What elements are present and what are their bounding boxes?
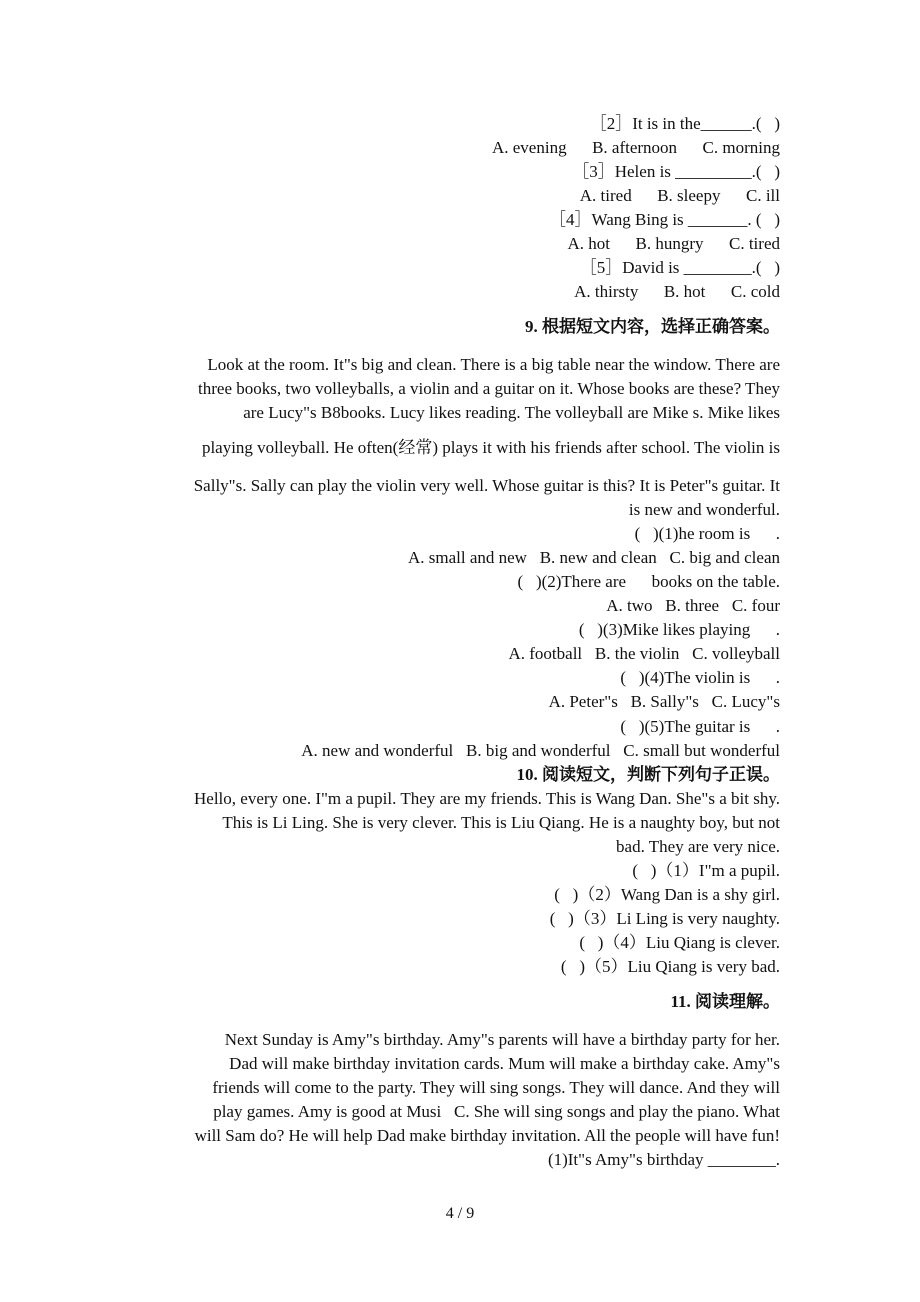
q9-item-2-question: ( )(2)There are books on the table.	[517, 572, 780, 591]
q8-item-2-question: ［2］It is in the______.( )	[589, 114, 780, 133]
q11-item-1-question: (1)It"s Amy"s birthday ________.	[547, 1150, 780, 1169]
passage-9-line: Look at the room. It"s big and clean. There is a big table near the window. There are	[207, 355, 780, 374]
passage-11-line: will Sam do? He will help Dad make birthday invitation. All the people will have fun!	[194, 1126, 780, 1145]
passage-9-line: Sally"s. Sally can play the violin very well. Whose guitar is this? It is Peter"s guitar. It	[193, 476, 780, 495]
passage-11-line: Next Sunday is Amy"s birthday. Amy"s parents will have a birthday party for her.	[224, 1030, 780, 1049]
section-11-heading: 11. 阅读理解。	[670, 992, 780, 1011]
q8-item-3-question: ［3］Helen is _________.( )	[572, 162, 780, 181]
q8-item-4-options: A. hot B. hungry C. tired	[567, 234, 780, 253]
q9-item-5-question: ( )(5)The guitar is .	[620, 717, 780, 736]
passage-9-line: three books, two volleyballs, a violin and a guitar on it. Whose books are these? They	[198, 379, 780, 398]
q9-item-1-options: A. small and new B. new and clean C. big and clean	[407, 548, 780, 567]
section-9-heading: 9. 根据短文内容，选择正确答案。	[525, 317, 780, 336]
q9-item-4-options: A. Peter"s B. Sally"s C. Lucy"s	[548, 692, 780, 711]
q10-statement-2: ( )（2）Wang Dan is a shy girl.	[554, 885, 780, 904]
passage-11-line: friends will come to the party. They will sing songs. They will dance. And they will	[212, 1078, 780, 1097]
section-10-heading: 10. 阅读短文，判断下列句子正误。	[516, 765, 780, 784]
q8-item-2-options: A. evening B. afternoon C. morning	[491, 138, 780, 157]
q9-item-2-options: A. two B. three C. four	[606, 596, 780, 615]
q9-item-3-options: A. football B. the violin C. volleyball	[508, 644, 780, 663]
q8-item-3-options: A. tired B. sleepy C. ill	[579, 186, 780, 205]
passage-11-line: Dad will make birthday invitation cards. Mum will make a birthday cake. Amy"s	[229, 1054, 780, 1073]
q9-item-4-question: ( )(4)The violin is .	[620, 668, 780, 687]
q8-item-5-options: A. thirsty B. hot C. cold	[574, 282, 780, 301]
page-number: 4 / 9	[445, 1205, 475, 1222]
q8-item-5-question: ［5］David is ________.( )	[579, 258, 780, 277]
passage-9-line: are Lucy"s B8books. Lucy likes reading. The volleyball are Mike s. Mike likes	[243, 403, 780, 422]
q10-statement-5: ( )（5）Liu Qiang is very bad.	[560, 957, 780, 976]
passage-10-line: This is Li Ling. She is very clever. This is Liu Qiang. He is a naughty boy, but not	[222, 813, 780, 832]
q9-item-1-question: ( )(1)he room is .	[634, 524, 780, 543]
passage-9-line: playing volleyball. He often(经常) plays it with his friends after school. The violin is	[201, 438, 780, 457]
passage-10-line: bad. They are very nice.	[616, 837, 780, 856]
q9-item-5-options: A. new and wonderful B. big and wonderful C. small but wonderful	[301, 741, 780, 760]
passage-10-line: Hello, every one. I"m a pupil. They are my friends. This is Wang Dan. She"s a bit shy.	[194, 789, 780, 808]
q8-item-4-question: ［4］Wang Bing is _______. ( )	[549, 210, 780, 229]
q10-statement-1: ( )（1）I"m a pupil.	[632, 861, 780, 880]
q10-statement-4: ( )（4）Liu Qiang is clever.	[579, 933, 780, 952]
passage-11-line: play games. Amy is good at Musi C. She will sing songs and play the piano. What	[213, 1102, 780, 1121]
passage-9-line: is new and wonderful.	[628, 500, 780, 519]
q10-statement-3: ( )（3）Li Ling is very naughty.	[549, 909, 780, 928]
q9-item-3-question: ( )(3)Mike likes playing .	[578, 620, 780, 639]
